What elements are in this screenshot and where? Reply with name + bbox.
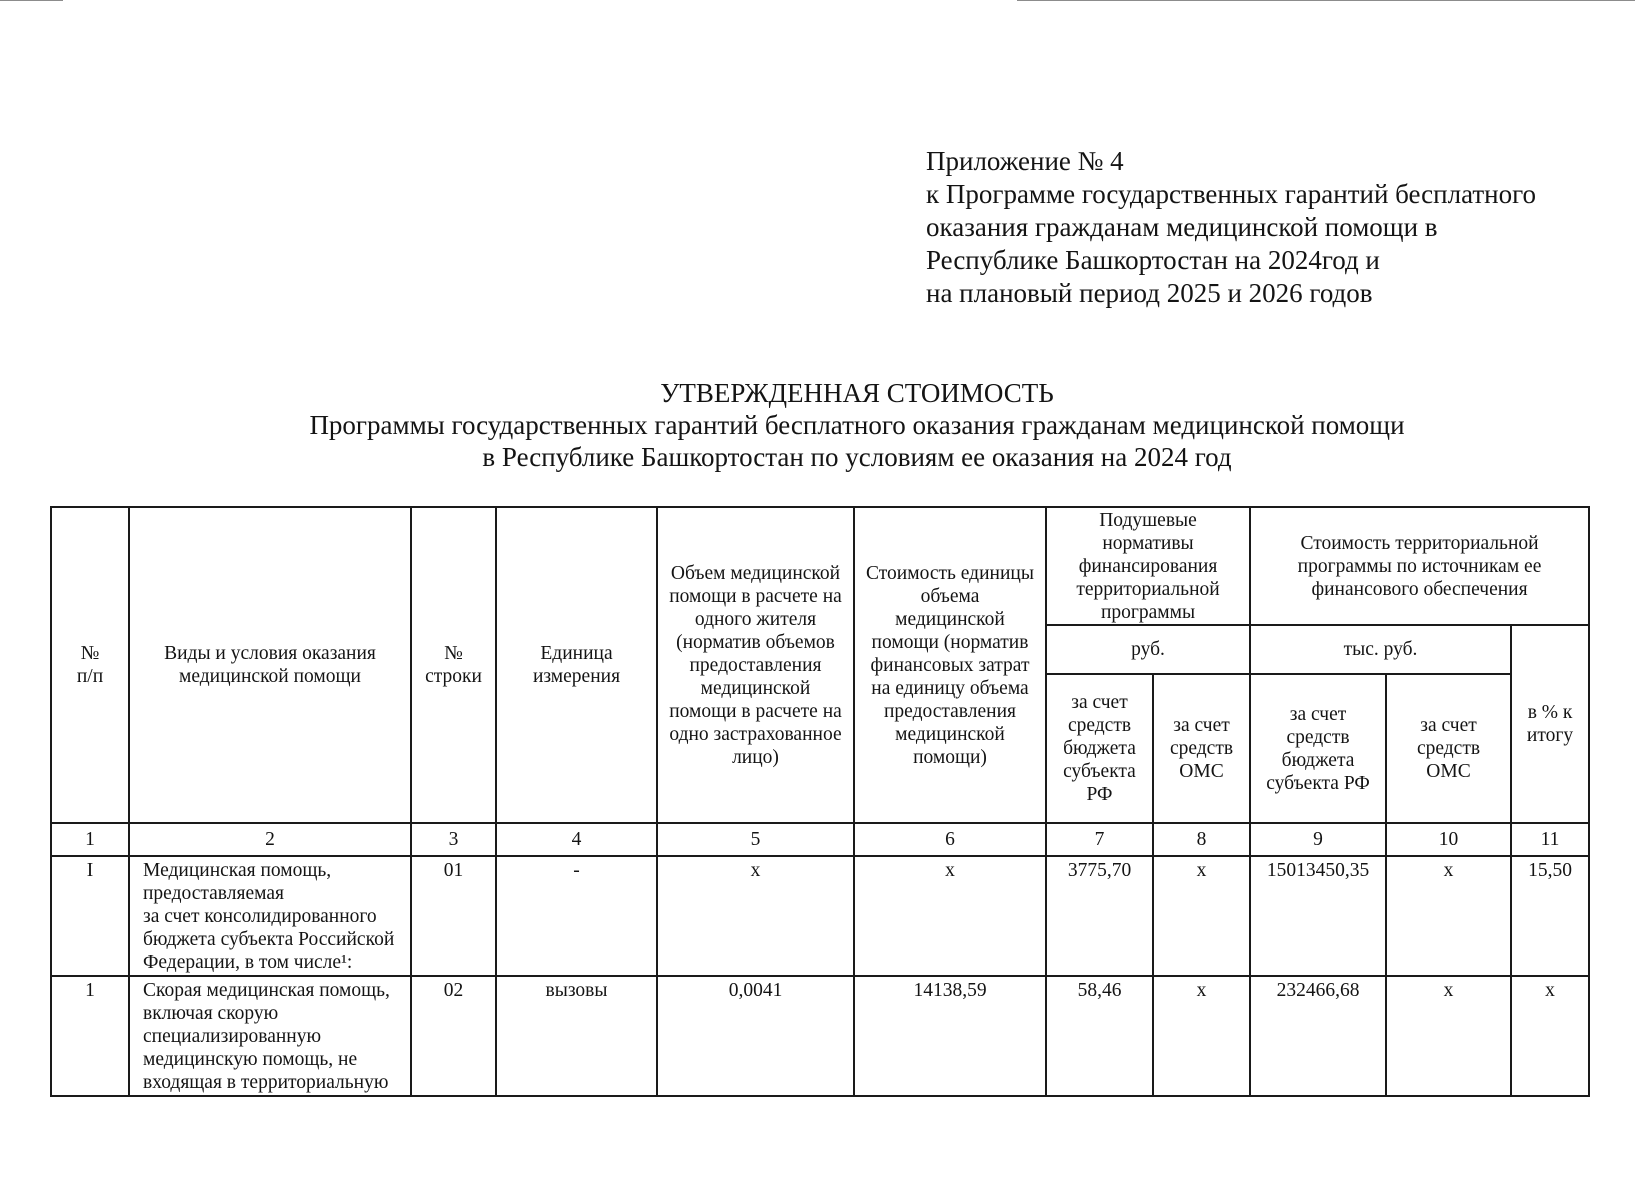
table-header xyxy=(51,507,1589,856)
column-number: 1 xyxy=(51,823,129,856)
header-row-number: № п/п xyxy=(51,507,129,823)
cell-volume: х xyxy=(657,856,854,976)
column-number: 8 xyxy=(1153,823,1250,856)
column-number: 9 xyxy=(1250,823,1386,856)
column-number: 3 xyxy=(411,823,496,856)
header-per-capita-budget: за счет средств бюджета субъекта РФ xyxy=(1046,674,1153,823)
cell-care-type: Медицинская помощь, предоставляемая за счет консолидированного бюджета субъекта Российской Федерации, в том числе¹: xyxy=(129,856,411,976)
title-subheading: в Республике Башкортостан по условиям ее оказания на 2024 год xyxy=(482,442,1232,472)
cell-cost-budget: 232466,68 xyxy=(1250,976,1386,1096)
column-number: 4 xyxy=(496,823,657,856)
cell-row-number: 1 xyxy=(51,976,129,1096)
column-number-row xyxy=(51,823,1589,856)
column-number: 11 xyxy=(1511,823,1589,856)
scan-edge-line xyxy=(0,0,63,1)
header-program-cost-group: Стоимость территориальной программы по источникам ее финансового обеспечения xyxy=(1250,507,1589,625)
appendix-line: Приложение № 4 xyxy=(926,146,1124,176)
header-care-type: Виды и условия оказания медицинской помощи xyxy=(129,507,411,823)
cell-unit: вызовы xyxy=(496,976,657,1096)
document-title xyxy=(157,377,1557,473)
cell-per-capita-budget: 3775,70 xyxy=(1046,856,1153,976)
appendix-note xyxy=(926,145,1536,310)
column-number: 7 xyxy=(1046,823,1153,856)
scan-edge-line xyxy=(1017,0,1635,1)
header-currency-thousand-rub: тыс. руб. xyxy=(1250,625,1511,674)
header-volume: Объем медицинской помощи в расчете на одного жителя (норматив объемов предоставления медицинской помощи в расчете на одно застрахованное лицо) xyxy=(657,507,854,823)
cost-table xyxy=(50,506,1590,1097)
cell-per-capita-oms: х xyxy=(1153,856,1250,976)
header-per-capita-oms: за счет средств ОМС xyxy=(1153,674,1250,823)
cell-row-number: I xyxy=(51,856,129,976)
cell-volume: 0,0041 xyxy=(657,976,854,1096)
cell-cost-oms: х xyxy=(1386,976,1511,1096)
cell-line-number: 01 xyxy=(411,856,496,976)
appendix-line: Республике Башкортостан на 2024год и xyxy=(926,245,1380,275)
column-number: 5 xyxy=(657,823,854,856)
appendix-line: к Программе государственных гарантий бесплатного xyxy=(926,179,1537,209)
header-row xyxy=(51,507,1589,625)
column-number: 10 xyxy=(1386,823,1511,856)
table-body xyxy=(51,856,1589,1096)
cell-care-type: Скорая медицинская помощь, включая скорую специализированную медицинскую помощь, не входящая в территориальную xyxy=(129,976,411,1096)
cell-percent-of-total: 15,50 xyxy=(1511,856,1589,976)
header-cost-oms: за счет средств ОМС xyxy=(1386,674,1511,823)
column-number: 6 xyxy=(854,823,1046,856)
cell-unit-cost: 14138,59 xyxy=(854,976,1046,1096)
header-line-number: № строки xyxy=(411,507,496,823)
table-row xyxy=(51,976,1589,1096)
header-currency-rub: руб. xyxy=(1046,625,1250,674)
cell-line-number: 02 xyxy=(411,976,496,1096)
title-heading: УТВЕРЖДЕННАЯ СТОИМОСТЬ xyxy=(660,378,1054,408)
cell-cost-budget: 15013450,35 xyxy=(1250,856,1386,976)
header-per-capita-group: Подушевые нормативы финансирования территориальной программы xyxy=(1046,507,1250,625)
header-unit-cost: Стоимость единицы объема медицинской помощи (норматив финансовых затрат на единицу объема предоставления медицинской помощи) xyxy=(854,507,1046,823)
cell-per-capita-oms: х xyxy=(1153,976,1250,1096)
cell-per-capita-budget: 58,46 xyxy=(1046,976,1153,1096)
title-subheading: Программы государственных гарантий бесплатного оказания гражданам медицинской помощи xyxy=(309,410,1405,440)
appendix-line: на плановый период 2025 и 2026 годов xyxy=(926,278,1373,308)
header-unit: Единица измерения xyxy=(496,507,657,823)
cell-unit: - xyxy=(496,856,657,976)
cell-percent-of-total: х xyxy=(1511,976,1589,1096)
header-cost-budget: за счет средств бюджета субъекта РФ xyxy=(1250,674,1386,823)
header-percent-of-total: в % к итогу xyxy=(1511,625,1589,823)
table-row xyxy=(51,856,1589,976)
appendix-line: оказания гражданам медицинской помощи в xyxy=(926,212,1438,242)
column-number: 2 xyxy=(129,823,411,856)
cell-cost-oms: х xyxy=(1386,856,1511,976)
cell-unit-cost: х xyxy=(854,856,1046,976)
